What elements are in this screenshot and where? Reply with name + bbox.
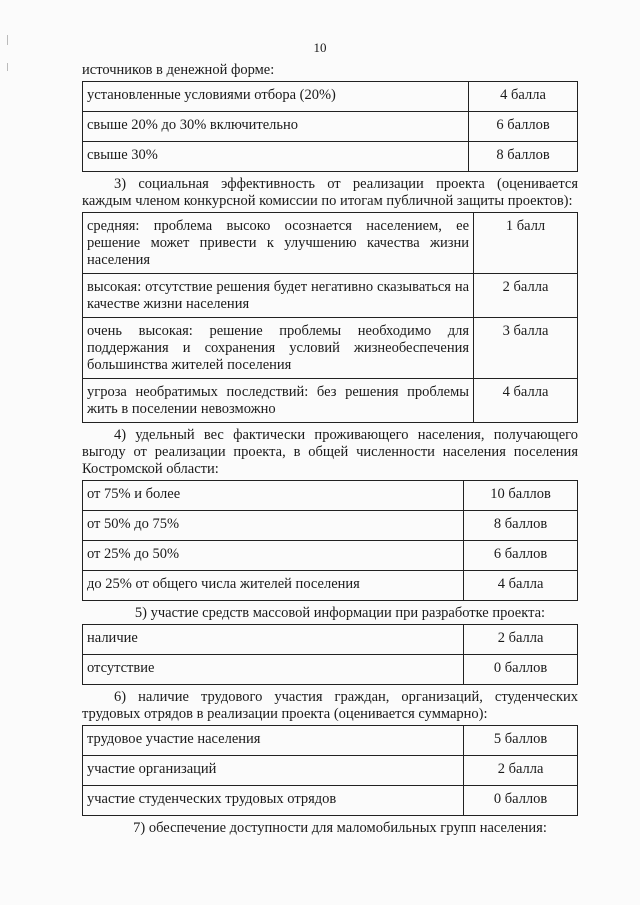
criterion-score: 8 баллов bbox=[469, 142, 578, 172]
criterion-score: 6 баллов bbox=[464, 541, 578, 571]
section-6-paragraph: 6) наличие трудового участия граждан, организаций, студенческих трудовых отрядов в реализации проекта (оценивается суммарно): bbox=[82, 689, 578, 722]
table-row bbox=[83, 274, 578, 318]
criterion-text: очень высокая: решение проблемы необходимо для поддержания и сохранения условий жизнеобеспечения большинства жителей поселения bbox=[83, 318, 474, 379]
criteria-table-social-effect bbox=[82, 212, 578, 423]
criterion-text: свыше 20% до 30% включительно bbox=[83, 112, 469, 142]
table-row bbox=[83, 756, 578, 786]
criterion-score: 0 баллов bbox=[464, 786, 578, 816]
document-body bbox=[82, 62, 578, 837]
criterion-text: высокая: отсутствие решения будет негативно сказываться на качестве жизни населения bbox=[83, 274, 474, 318]
table-row bbox=[83, 213, 578, 274]
criterion-score: 4 балла bbox=[464, 571, 578, 601]
scan-edge-mark bbox=[7, 63, 8, 71]
criterion-text: до 25% от общего числа жителей поселения bbox=[83, 571, 464, 601]
criterion-text: от 25% до 50% bbox=[83, 541, 464, 571]
table-row bbox=[83, 786, 578, 816]
table-row bbox=[83, 571, 578, 601]
criterion-score: 6 баллов bbox=[469, 112, 578, 142]
table-row bbox=[83, 726, 578, 756]
criterion-score: 0 баллов bbox=[464, 655, 578, 685]
intro-line: источников в денежной форме: bbox=[82, 62, 275, 78]
table-row bbox=[83, 655, 578, 685]
criterion-score: 2 балла bbox=[474, 274, 578, 318]
table-row bbox=[83, 112, 578, 142]
criterion-score: 1 балл bbox=[474, 213, 578, 274]
table-row bbox=[83, 142, 578, 172]
criteria-table-funding bbox=[82, 81, 578, 172]
criterion-text: от 50% до 75% bbox=[83, 511, 464, 541]
table-row bbox=[83, 511, 578, 541]
table-row bbox=[83, 82, 578, 112]
criterion-text: от 75% и более bbox=[83, 481, 464, 511]
page-number: 10 bbox=[313, 40, 327, 55]
section-7-paragraph: 7) обеспечение доступности для маломобильных групп населения: bbox=[133, 820, 547, 836]
criterion-text: участие студенческих трудовых отрядов bbox=[83, 786, 464, 816]
table-row bbox=[83, 481, 578, 511]
criterion-text: наличие bbox=[83, 625, 464, 655]
criterion-text: свыше 30% bbox=[83, 142, 469, 172]
table-row bbox=[83, 379, 578, 423]
section-5-paragraph: 5) участие средств массовой информации при разработке проекта: bbox=[134, 605, 546, 621]
criterion-text: установленные условиями отбора (20%) bbox=[83, 82, 469, 112]
criterion-score: 2 балла bbox=[464, 756, 578, 786]
criterion-text: средняя: проблема высоко осознается населением, ее решение может привести к улучшению качества жизни населения bbox=[83, 213, 474, 274]
criterion-score: 4 балла bbox=[474, 379, 578, 423]
criterion-text: трудовое участие населения bbox=[83, 726, 464, 756]
criterion-score: 8 баллов bbox=[464, 511, 578, 541]
criteria-table-media bbox=[82, 624, 578, 685]
table-row bbox=[83, 625, 578, 655]
criterion-score: 2 балла bbox=[464, 625, 578, 655]
criterion-text: участие организаций bbox=[83, 756, 464, 786]
criterion-text: угроза необратимых последствий: без решения проблемы жить в поселении невозможно bbox=[83, 379, 474, 423]
criteria-table-labor bbox=[82, 725, 578, 816]
table-row bbox=[83, 541, 578, 571]
table-row bbox=[83, 318, 578, 379]
criteria-table-population-share bbox=[82, 480, 578, 601]
criterion-text: отсутствие bbox=[83, 655, 464, 685]
criterion-score: 4 балла bbox=[469, 82, 578, 112]
section-3-paragraph: 3) социальная эффективность от реализации проекта (оценивается каждым членом конкурсной комиссии по итогам публичной защиты проектов): bbox=[82, 176, 578, 209]
criterion-score: 10 баллов bbox=[464, 481, 578, 511]
criterion-score: 5 баллов bbox=[464, 726, 578, 756]
criterion-score: 3 балла bbox=[474, 318, 578, 379]
section-4-paragraph: 4) удельный вес фактически проживающего населения, получающего выгоду от реализации проекта, в общей численности населения поселения Костромской области: bbox=[82, 427, 578, 477]
